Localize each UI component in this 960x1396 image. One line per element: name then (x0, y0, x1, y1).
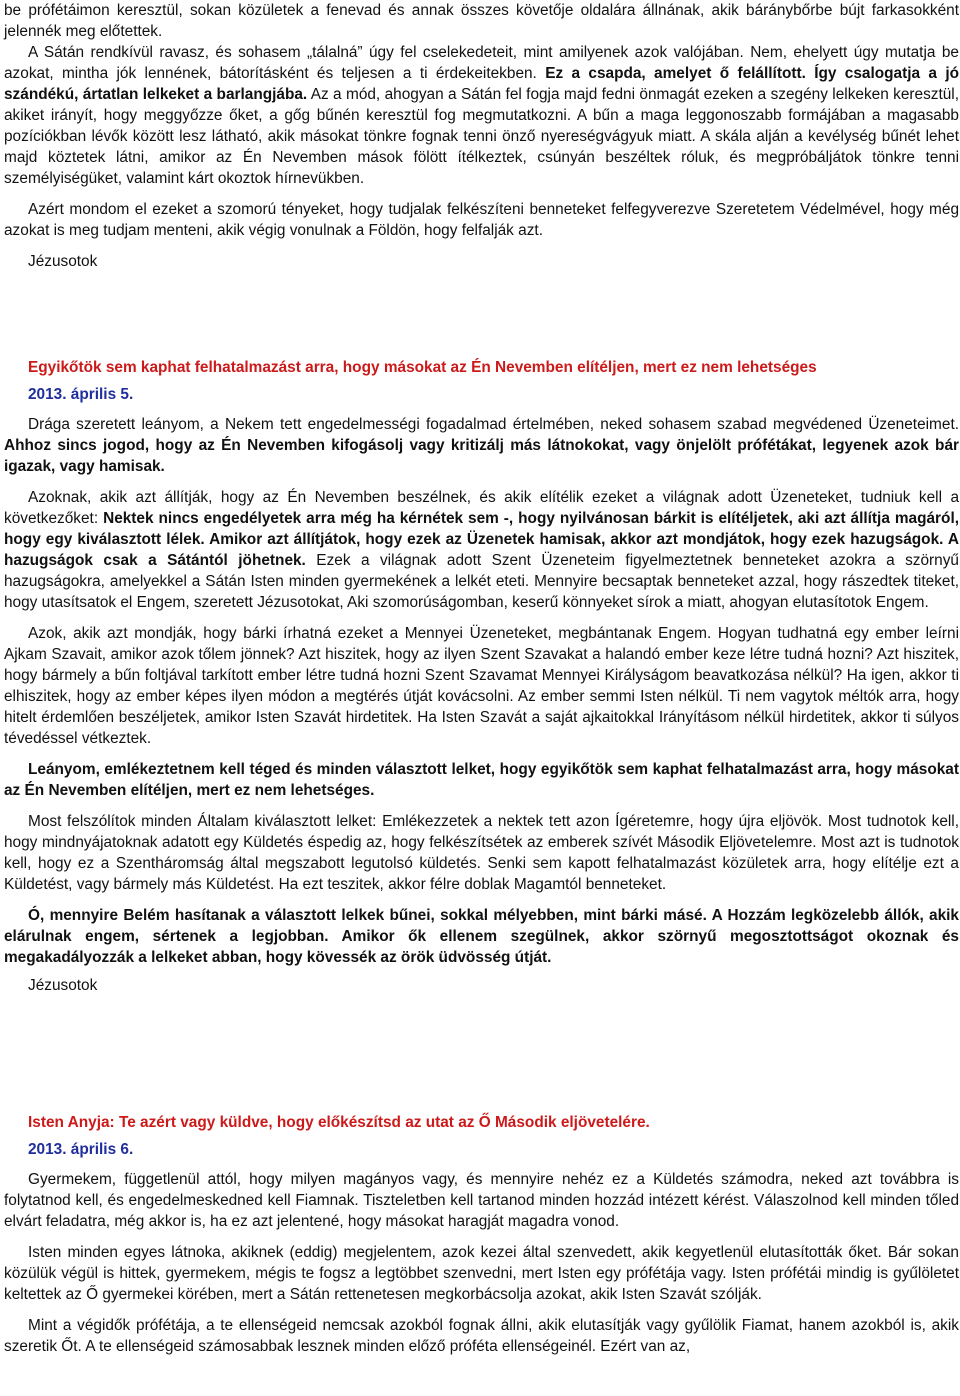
paragraph-mint-a-vegidok: Mint a végidők prófétája, a te ellenségeid nemcsak azokból fognak állni, akik elutasítják vagy gyűlölik Fiamat, hanem azokból is, akik szeretik Őt. A te ellenségeid számosabbak lesznek minden előző próféta ellenségeinél. Ezért van az, (4, 1317, 959, 1355)
paragraph-gyermekem: Gyermekem, függetlenül attól, hogy milyen magányos vagy, és mennyire nehéz ez a Küldetés számodra, neked azt továbbra is folytatnod kell, és engedelmeskedned kell Fiamnak. Tiszteletben kell tartanod minden hozzád intézett kérést. Válaszolnod kell minden tőled elvárt feladatra, még akkor is, ha ez azt jelentené, hogy másokat haragját magadra vonod. (4, 1171, 959, 1230)
paragraph-most-felszolitok: Most felszólítok minden Általam kiválasztott lelket: Emlékezzetek a nektek tett azon Ígéretemre, hogy újra eljövök. Most tudnotok kell, hogy mindnyájatoknak adatott egy Küldetés éspedig az, hogy felkészítsétek az emberek szívét Második Eljövetelemre. Most azt is tudnotok kell, hogy ez a Szentháromság által megszabott legutolsó küldetés. Senki sem kapott felhatalmazást közületek arra, hogy elítélje ezt a Küldetést, vagy bármely más Küldetést. Ha ezt teszitek, akkor félre doblak Magamtól benneteket. (4, 813, 959, 893)
message-date: 2013. április 6. (28, 1141, 134, 1158)
paragraph-azert-mondom: Azért mondom el ezeket a szomorú tényeket, hogy tudjalak felkészíteni benneteket felfegyverezve Szeretetem Védelmével, hogy még azokat is meg tudjam menteni, akik végig vonulnak a Földön, hogy felfalják azt. (4, 201, 959, 239)
paragraph-draga-leanyom: Drága szeretett leányom, a Nekem tett engedelmességi fogadalmad értelmében, neked sohasem szabad megvédened Üzeneteimet. Ahhoz sincs jogod, hogy az Én Nevemben kifogásolj vagy kritizálj más látnokokat, vagy önjelölt prófétákat, legyenek azok bár igazak, vagy hamisak. (4, 416, 959, 475)
bold-phrase: Ez a csapda, amelyet ő felállított. Így csalogatja a jó szándékú, ártatlan lelkeket a barlangjába. (4, 65, 960, 103)
message-title: Egyikőtök sem kaphat felhatalmazást arra, hogy másokat az Én Nevemben elítéljen, mert ez nem lehetséges (28, 359, 817, 376)
signature-jezusotok: Jézusotok (28, 977, 98, 994)
message-date: 2013. április 5. (28, 386, 134, 403)
message-april-6 (4, 1112, 959, 1357)
paragraph-satan-ravasz: A Sátán rendkívül ravasz, és sohasem „tálalná” úgy fel cselekedeteit, mint amilyenek azok valójában. Nem, ehelyett úgy mutatja be azokat, mintha jók lennének, bátorításként és teljesen a ti érdekeitekben. Ez a csapda, amelyet ő felállított. Így csalogatja a jó szándékú, ártatlan lelkeket a barlangjába. Az a mód, ahogyan a Sátán fel fogja majd fedni önmagát ezeken a szegény lelkeken keresztül, akiket irányít, hogy meggyőzze őket, a gőg bűnén keresztül fog megmutatkozni. A bűn a maga leggonoszabb formájában a magasabb pozíciókban lévők között lesz látható, akik másokat tönkre fognak tenni önző nyereségvágyuk miatt. A skála alján a kevélység bűnét lehet majd köztetek látni, amikor az Én Nevemben mások fölött ítélkeztek, csúnyán beszéltek róluk, és megpróbáljátok tönkre tenni személyiségüket, valamint kárt okoztok hírnevükben. (4, 44, 960, 187)
document-page (4, 0, 959, 272)
paragraph-azok-akik: Azok, akik azt mondják, hogy bárki írhatná ezeket a Mennyei Üzeneteket, megbántanak Engem. Hogyan tudhatná egy ember leírni Ajkam Szavait, amikor azok tőlem jönnek? Azt hiszitek, hogy az ilyen Szent Szavakat a halandó ember keze létre tudná hozni? Azt hiszitek, hogy bármely a bűn foltjával tarkított ember létre tudná hozni Szent Szavamat Mennyei Királyságom beavatkozása nélkül? Ha igen, akkor ti elhiszitek, hogy az ember képes ilyen módon a megtérés útját kovácsolni. Az ember semmi Isten nélkül. Ti nem vagytok méltók arra, hogy hitelt érdemlően beszéljetek, amikor Isten Szavát hirdetitek. Ha Isten Szavát a saját ajkaitokkal Irányításom nélkül hirdetitek, akkor ti súlyos tévedéssel vétkeztek. (4, 625, 959, 747)
signature-jezusotok: Jézusotok (28, 253, 98, 270)
paragraph-isten-minden-latnoka: Isten minden egyes látnoka, akiknek (eddig) megjelentem, azok kezei által szenvedett, akik kegyetlenül elutasították őket. Bár sokan közülük végül is hittek, gyermekem, mégis te fogsz a legtöbbet szenvedni, mert Isten egy prófétája vagy. Isten prófétái mindig is gyűlöletet keltettek az Ő gyermekei körében, mert a Sátán rettenetesen megkorbácsolja azokat, akik Isten Szavát szólják. (4, 1244, 959, 1303)
message-april-5 (4, 357, 959, 996)
paragraph-leanyom-emlekeztetnem: Leányom, emlékeztetnem kell téged és minden választott lelket, hogy egyikőtök sem kaphat felhatalmazást arra, hogy másokat az Én Nevemben elítéljen, mert ez nem lehetséges. (4, 761, 959, 799)
paragraph-o-mennyire: Ó, mennyire Belém hasítanak a választott lelkek bűnei, sokkal mélyebben, mint bárki másé. A Hozzám legközelebb állók, akik elárulnak engem, sértenek a legjobban. Amikor ők ellenem szegülnek, akkor szörnyű megosztottságot okoznak és megakadályozzák a lelkeket abban, hogy kövessék az örök üdvösség útját. (4, 907, 959, 966)
paragraph-azoknak: Azoknak, akik azt állítják, hogy az Én Nevemben beszélnek, és akik elítélik ezeket a világnak adott Üzeneteket, tudniuk kell a következőket: Nektek nincs engedélyetek arra még ha kérnétek sem -, hogy nyilvánosan bárkit is elítéljetek, aki azt állítja magáról, hogy egy kiválasztott lélek. Amikor azt állítjátok, hogy ezek az Üzenetek hamisak, akkor azt mondjátok, hogy ezek hazugságok. A hazugságok csak a Sátántól jöhetnek. Ezek a világnak adott Szent Üzeneteim figyelmeztetnek benneteket azokra a szörnyű hazugságokra, amelyekkel a Sátán Isten minden gyermekének a lelkét eteti. Mennyire becsaptak benneteket azzal, hogy rászedtek titeket, hogy utasítsatok el Engem, szeretett Jézusotokat, Aki szomorúságomban, keserű könnyeket sírok a miatt, ahogyan elutasítotok Engem. (4, 489, 959, 611)
paragraph-continuation: be prófétáimon keresztül, sokan közületek a fenevad és annak összes követője oldalára állnának, akik báránybőrbe bújt farkasokként jelennék meg előtettek. (4, 2, 959, 40)
message-title: Isten Anyja: Te azért vagy küldve, hogy előkészítsd az utat az Ő Második eljövetelére. (28, 1114, 650, 1131)
bold-phrase: Nektek nincs engedélyetek arra még ha kérnétek sem -, hogy nyilvánosan bárkit is elítéljetek, aki azt állítja magáról, hogy egy kiválasztott lélek. Amikor azt állítjátok, hogy ezek az Üzenetek hamisak, akkor azt mondjátok, hogy ezek hazugságok. A hazugságok csak a Sátántól jöhetnek. (4, 510, 959, 569)
bold-phrase: Ahhoz sincs jogod, hogy az Én Nevemben kifogásolj vagy kritizálj más látnokokat, vagy önjelölt prófétákat, legyenek azok bár igazak, vagy hamisak. (4, 437, 959, 475)
